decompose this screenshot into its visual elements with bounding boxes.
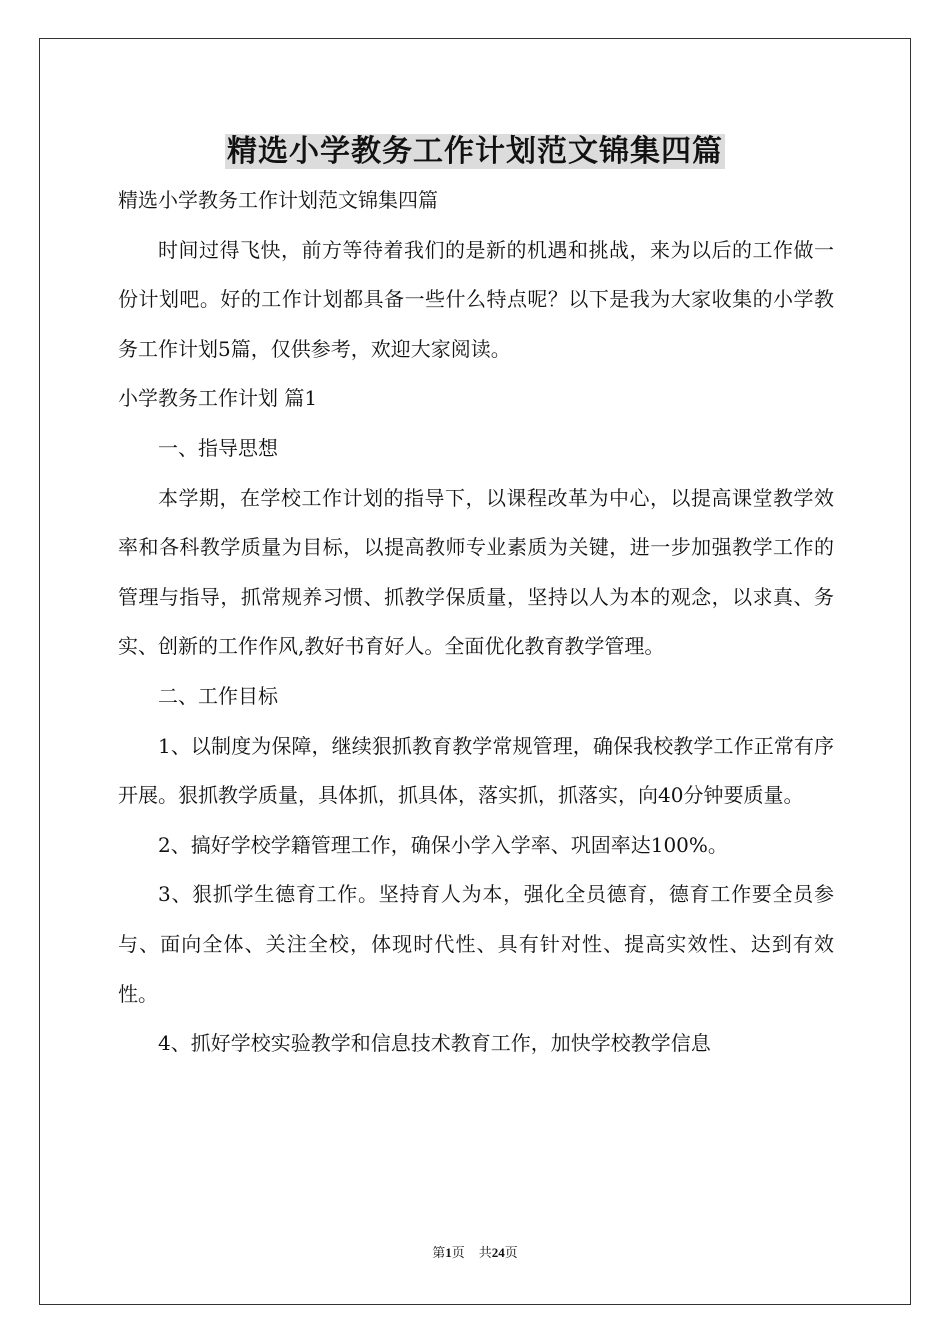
paragraph: 1、以制度为保障，继续狠抓教育教学常规管理，确保我校教学工作正常有序开展。狠抓教学质量，具体抓，抓具体，落实抓，抓落实，向40分钟要质量。 xyxy=(118,733,834,808)
document-body xyxy=(118,176,834,1069)
footer-page-number: 1 xyxy=(445,1245,452,1260)
footer-page-prefix: 第 xyxy=(432,1245,446,1260)
paragraph: 一、指导思想 xyxy=(158,435,278,460)
paragraph: 二、工作目标 xyxy=(158,683,278,708)
footer-total-prefix: 共 xyxy=(478,1245,492,1260)
footer-total-suffix: 页 xyxy=(504,1245,518,1260)
document-title-text: 精选小学教务工作计划范文锦集四篇 xyxy=(227,134,723,169)
paragraph: 精选小学教务工作计划范文锦集四篇 xyxy=(118,188,438,212)
paragraph: 本学期，在学校工作计划的指导下，以课程改革为中心，以提高课堂教学效率和各科教学质量为目标，以提高教师专业素质为关键，进一步加强教学工作的管理与指导，抓常规养习惯、抓教学保质量，坚持以人为本的观念，以求真、务实、创新的工作作风,教好书育好人。全面优化教育教学管理。 xyxy=(118,485,834,659)
paragraph: 4、抓好学校实验教学和信息技术教育工作，加快学校教学信息 xyxy=(158,1031,711,1056)
paragraph: 2、搞好学校学籍管理工作，确保小学入学率、巩固率达100%。 xyxy=(158,832,728,857)
paragraph: 小学教务工作计划 篇1 xyxy=(118,386,318,411)
footer-page-suffix: 页 xyxy=(451,1245,465,1260)
footer-total-pages: 24 xyxy=(491,1245,505,1260)
page-footer xyxy=(0,1243,950,1263)
document-title xyxy=(0,124,950,180)
paragraph: 3、狠抓学生德育工作。坚持育人为本，强化全员德育，德育工作要全员参与、面向全体、关注全校，体现时代性、具有针对性、提高实效性、达到有效性。 xyxy=(118,882,834,1006)
paragraph: 时间过得飞快，前方等待着我们的是新的机遇和挑战，来为以后的工作做一份计划吧。好的工作计划都具备一些什么特点呢？以下是我为大家收集的小学教务工作计划5篇，仅供参考，欢迎大家阅读。 xyxy=(118,237,834,361)
